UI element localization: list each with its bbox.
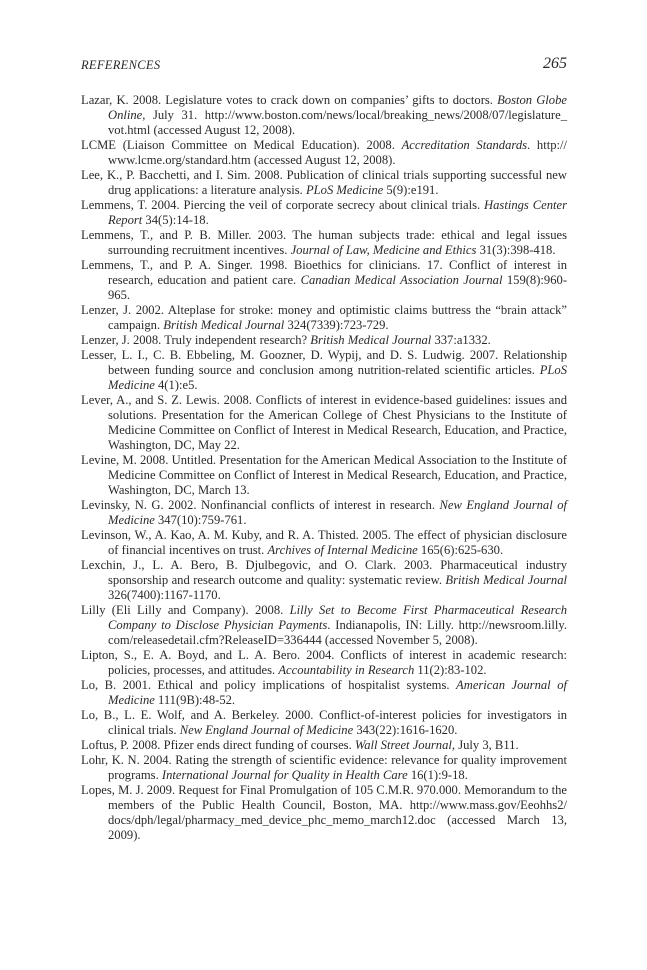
reference-entry — [81, 558, 567, 603]
reference-text: Lohr, K. N. 2004. Rating the strength of scientific evidence: relevance for quality improvement programs. — [81, 753, 567, 782]
reference-entry — [81, 753, 567, 783]
reference-text: Lopes, M. J. 2009. Request for Final Promulgation of 105 C.M.R. 970.000. Memorandum to the members of the Public Health Council, Boston, MA. http://www.mass.gov/Eeohhs2/ docs/dph/legal/pharmacy_med_device_phc_memo_march12.doc (accessed March 13, 2009). — [81, 783, 567, 842]
reference-text: Lazar, K. 2008. Legislature votes to crack down on companies’ gifts to doctors. — [81, 93, 498, 107]
reference-text: Lo, B., L. E. Wolf, and A. Berkeley. 2000. Conflict-of-interest policies for investigators in clinical trials. — [81, 708, 567, 737]
reference-entry — [81, 138, 567, 168]
reference-text: Lever, A., and S. Z. Lewis. 2008. Conflicts of interest in evidence-based guidelines: issues and solutions. Presentation for the American College of Chest Physicians to the Institute of Medicine Committee on Conflict of Interest in Medical Research, Education, and Practice, Washington, DC, May 22. — [81, 393, 567, 452]
reference-entry — [81, 228, 567, 258]
reference-entry — [81, 348, 567, 393]
reference-text: Lemmens, T., and P. A. Singer. 1998. Bioethics for clinicians. 17. Conflict of interest in research, education and patient care. — [81, 258, 567, 287]
reference-entry — [81, 648, 567, 678]
running-head: REFERENCES — [81, 58, 161, 72]
reference-text: 337:a1332. — [431, 333, 491, 347]
reference-source-title: British Medical Journal — [163, 318, 285, 332]
reference-text: 324(7339):723-729. — [284, 318, 389, 332]
reference-source-title: New England Journal of Medicine — [108, 498, 568, 527]
reference-source-title: British Medical Journal — [445, 573, 567, 587]
reference-entry — [81, 393, 567, 453]
reference-entry — [81, 783, 567, 843]
reference-text: 4(1):e5. — [154, 378, 198, 392]
reference-text: Lilly (Eli Lilly and Company). 2008. — [81, 603, 290, 617]
reference-source-title: International Journal for Quality in Health Care — [161, 768, 408, 782]
reference-entry — [81, 333, 567, 348]
reference-text: Lexchin, J., L. A. Bero, B. Djulbegovic, and O. Clark. 2003. Pharmaceutical industry sponsorship and research outcome and quality: systematic review. — [81, 558, 567, 587]
reference-entry — [81, 678, 567, 708]
reference-source-title: Accountability in Research — [278, 663, 415, 677]
reference-text: 31(3):398-418. — [476, 243, 556, 257]
reference-source-title: Boston Globe Online — [108, 93, 567, 122]
reference-text: Lo, B. 2001. Ethical and policy implications of hospitalist systems. — [81, 678, 457, 692]
reference-text: LCME (Liaison Committee on Medical Education). 2008. — [81, 138, 402, 152]
reference-text: 11(2):83-102. — [414, 663, 487, 677]
page-header — [81, 55, 567, 75]
reference-entry — [81, 93, 567, 138]
reference-entry — [81, 708, 567, 738]
reference-entry — [81, 738, 567, 753]
reference-text: 159(8):960-965. — [108, 273, 568, 302]
reference-text: , July 3, B11. — [451, 738, 519, 752]
reference-text: Levinsky, N. G. 2002. Nonfinancial conflicts of interest in research. — [81, 498, 440, 512]
reference-text: Lemmens, T., and P. B. Miller. 2003. The human subjects trade: ethical and legal issues surrounding recruitment incentives. — [81, 228, 567, 257]
reference-text: 326(7400):1167-1170. — [108, 588, 221, 602]
reference-text: 347(10):759-761. — [154, 513, 247, 527]
reference-text: Lee, K., P. Bacchetti, and I. Sim. 2008. Publication of clinical trials supporting successful new drug applications: a literature analysis. — [81, 168, 567, 197]
reference-text: Levine, M. 2008. Untitled. Presentation for the American Medical Association to the Institute of Medicine Committee on Conflict of Interest in Medical Research, Education, and Practice, Washington, DC, March 13. — [81, 453, 567, 497]
reference-entry — [81, 198, 567, 228]
reference-list — [81, 93, 567, 843]
reference-source-title: Canadian Medical Association Journal — [300, 273, 503, 287]
reference-text: 343(22):1616-1620. — [353, 723, 458, 737]
reference-source-title: British Medical Journal — [310, 333, 432, 347]
reference-text: 16(1):9-18. — [407, 768, 468, 782]
reference-text: 5(9):e191. — [383, 183, 439, 197]
reference-text: , July 31. http://www.boston.com/news/local/breaking_news/2008/07/legislature_ vot.html (accessed August 12, 2008). — [108, 108, 567, 137]
reference-text: . http:// www.lcme.org/standard.htm (accessed August 12, 2008). — [108, 138, 567, 167]
reference-entry — [81, 258, 567, 303]
reference-text: Lipton, S., E. A. Boyd, and L. A. Bero. 2004. Conflicts of interest in academic research: policies, processes, and attitudes. — [81, 648, 567, 677]
reference-source-title: American Journal of Medicine — [108, 678, 567, 707]
reference-text: 34(5):14-18. — [142, 213, 209, 227]
reference-text: Lenzer, J. 2008. Truly independent research? — [81, 333, 311, 347]
reference-source-title: PLoS Medicine — [108, 363, 567, 392]
reference-source-title: Accreditation Standards — [401, 138, 528, 152]
reference-entry — [81, 168, 567, 198]
reference-source-title: Wall Street Journal — [354, 738, 452, 752]
reference-text: Lesser, L. I., C. B. Ebbeling, M. Goozner, D. Wypij, and D. S. Ludwig. 2007. Relationship between funding source and conclusion among nutrition-related scientific articles. — [81, 348, 567, 377]
reference-entry — [81, 603, 567, 648]
reference-entry — [81, 303, 567, 333]
reference-source-title: Archives of Internal Medicine — [267, 543, 418, 557]
reference-entry — [81, 528, 567, 558]
reference-entry — [81, 453, 567, 498]
reference-source-title: Lilly Set to Become First Pharmaceutical Research Company to Disclose Physician Payments — [108, 603, 567, 632]
reference-entry — [81, 498, 567, 528]
reference-text: 165(6):625-630. — [417, 543, 504, 557]
reference-text: Lenzer, J. 2002. Alteplase for stroke: money and optimistic claims buttress the “brain attack” campaign. — [81, 303, 567, 332]
reference-text: Loftus, P. 2008. Pfizer ends direct funding of courses. — [81, 738, 355, 752]
reference-text: Lemmens, T. 2004. Piercing the veil of corporate secrecy about clinical trials. — [81, 198, 485, 212]
reference-source-title: New England Journal of Medicine — [179, 723, 354, 737]
reference-source-title: PLoS Medicine — [305, 183, 384, 197]
reference-text: 111(9B):48-52. — [154, 693, 236, 707]
reference-source-title: Journal of Law, Medicine and Ethics — [290, 243, 477, 257]
reference-source-title: Hastings Center Report — [108, 198, 567, 227]
reference-text: . Indianapolis, IN: Lilly. http://newsroom.lilly. com/releasedetail.cfm?ReleaseID=336444 (accessed November 5, 2008). — [108, 618, 568, 647]
reference-text: Levinson, W., A. Kao, A. M. Kuby, and R. A. Thisted. 2005. The effect of physician disclosure of financial incentives on trust. — [81, 528, 567, 557]
page-number: 265 — [543, 55, 567, 72]
